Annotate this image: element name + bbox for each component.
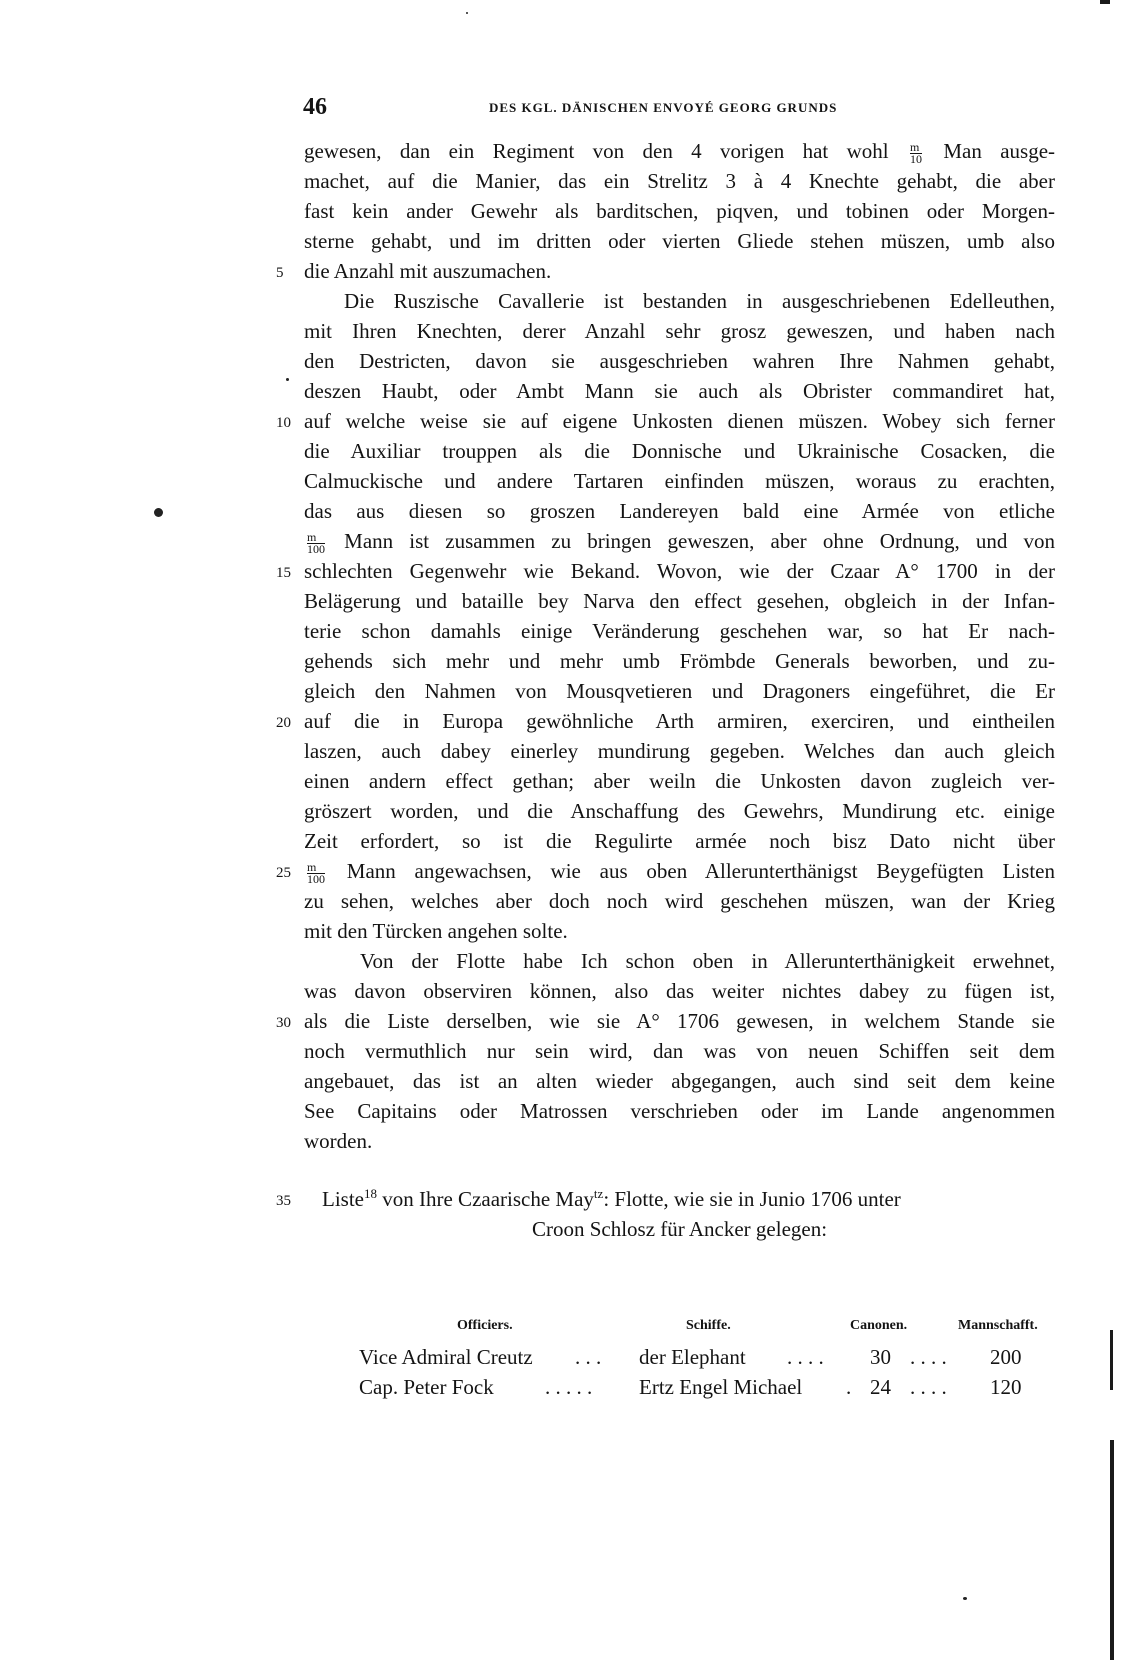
running-header bbox=[303, 94, 1055, 120]
text-line: gleich den Nahmen von Mousqvetieren und Dragoners eingeführet, die Er bbox=[304, 679, 1055, 703]
leader-dots: . . . . bbox=[910, 1375, 947, 1399]
scan-speck bbox=[154, 508, 163, 517]
line-number: 10 bbox=[276, 415, 291, 431]
text-line: fast kein ander Gewehr als barditschen, piqven, und tobinen oder Morgen- bbox=[304, 199, 1055, 223]
leader-dots: . . . . bbox=[910, 1345, 947, 1369]
ship-cell: der Elephant bbox=[639, 1345, 746, 1369]
scan-edge-mark bbox=[1110, 1440, 1114, 1660]
text-line: gröszert worden, und die Anschaffung des Gewehrs, Mundirung etc. einige bbox=[304, 799, 1055, 823]
text-line: worden. bbox=[304, 1129, 373, 1153]
ship-cell: Ertz Engel Michael bbox=[639, 1375, 803, 1399]
crew-cell: 120 bbox=[990, 1375, 1022, 1399]
text-line: laszen, auch dabey einerley mundirung gegeben. Welches dan auch gleich bbox=[304, 739, 1055, 763]
line-number: 20 bbox=[276, 715, 291, 731]
leader-dots: . . . bbox=[575, 1345, 602, 1369]
leader-dots: . bbox=[846, 1375, 852, 1399]
text-line: noch vermuthlich nur sein wird, dan was von neuen Schiffen seit dem bbox=[304, 1039, 1055, 1063]
leader-dots: . . . . bbox=[787, 1345, 824, 1369]
list-caption-line-2: Croon Schlosz für Ancker gelegen: bbox=[531, 1217, 828, 1241]
text-line: deszen Haubt, oder Ambt Mann sie auch als Obrister commandiret hat, bbox=[304, 379, 1055, 403]
line-number: 15 bbox=[276, 565, 291, 581]
text-line: gehends sich mehr und mehr umb Frömbde Generals beworben, und zu- bbox=[304, 649, 1055, 673]
scan-speck bbox=[466, 12, 468, 14]
text-line: das aus diesen so groszen Landereyen bald eine Armée von etliche bbox=[304, 499, 1055, 523]
text-line: $\frac{m}{100}$ Mann ist zusammen zu bringen geweszen, aber ohne Ordnung, und von bbox=[307, 529, 1056, 556]
leader-dots: . . . . . bbox=[545, 1375, 593, 1399]
crew-cell: 200 bbox=[990, 1345, 1022, 1369]
fraction-hundredth: $\frac{m}{100}$ bbox=[307, 529, 325, 556]
line-number: 25 bbox=[276, 865, 291, 881]
scan-speck bbox=[963, 1597, 967, 1600]
text-line: Belägerung und bataille bey Narva den effect gesehen, obgleich in der Infan- bbox=[304, 589, 1055, 613]
text-line: den Destricten, davon sie ausgeschrieben wahren Ihre Nahmen gehabt, bbox=[304, 349, 1055, 373]
text-line: Die Ruszische Cavallerie ist bestanden in ausgeschriebenen Edelleuthen, bbox=[344, 289, 1055, 313]
fraction-tenth: $\frac{m}{10}$ bbox=[909, 139, 922, 166]
table-row bbox=[359, 1342, 1031, 1372]
text-line: See Capitains oder Matrossen verschrieben oder im Lande angenommen bbox=[304, 1099, 1055, 1123]
text-line: zu sehen, welches aber doch noch wird geschehen müszen, wan der Krieg bbox=[304, 889, 1055, 913]
officer-cell: Cap. Peter Fock bbox=[359, 1375, 494, 1399]
text-line: die Anzahl mit auszumachen. bbox=[304, 259, 552, 283]
line-number: 30 bbox=[276, 1015, 291, 1031]
text-line: Zeit erfordert, so ist die Regulirte armée noch bisz Dato nicht über bbox=[304, 829, 1055, 853]
guns-cell: 24 bbox=[870, 1375, 891, 1399]
column-header-ships: Schiffe. bbox=[686, 1318, 731, 1333]
line-number: 35 bbox=[276, 1193, 291, 1209]
guns-cell: 30 bbox=[870, 1345, 891, 1369]
column-header-crew: Mannschafft. bbox=[958, 1318, 1038, 1333]
table-row bbox=[359, 1372, 1031, 1402]
text-line: einen andern effect gethan; aber weiln die Unkosten davon zugleich ver- bbox=[304, 769, 1055, 793]
text-line: gewesen, dan ein Regiment von den 4 vorigen hat wohl $\frac{m}{10}$ Man ausge- bbox=[304, 139, 1056, 166]
column-header-guns: Canonen. bbox=[850, 1318, 908, 1333]
running-title: DES KGL. DÄNISCHEN ENVOYÉ GEORG GRUNDS bbox=[489, 100, 838, 115]
text-line: Von der Flotte habe Ich schon oben in Allerunterthänigkeit erwehnet, bbox=[360, 949, 1055, 973]
line-number: 5 bbox=[276, 265, 284, 281]
scan-speck bbox=[286, 378, 289, 381]
text-line: mit Ihren Knechten, derer Anzahl sehr grosz geweszen, und haben nach bbox=[304, 319, 1055, 343]
scan-edge-mark bbox=[1110, 1330, 1113, 1390]
page-number: 46 bbox=[303, 94, 327, 120]
text-line: mit den Türcken angehen solte. bbox=[304, 919, 568, 943]
text-line: terie schon damahls einige Veränderung geschehen war, so hat Er nach- bbox=[304, 619, 1055, 643]
column-header-officers: Officiers. bbox=[457, 1318, 513, 1333]
text-line: was davon observiren können, also das weiter nichtes dabey zu fügen ist, bbox=[304, 979, 1055, 1003]
footnote-mark: 18 bbox=[364, 1186, 377, 1201]
scan-edge-mark bbox=[1100, 0, 1110, 4]
text-line: sterne gehabt, und im dritten oder vierten Gliede stehen müszen, umb also bbox=[304, 229, 1055, 253]
text-line: Calmuckische und andere Tartaren einfinden müszen, woraus zu erachten, bbox=[304, 469, 1055, 493]
officer-cell: Vice Admiral Creutz bbox=[359, 1345, 533, 1369]
fraction-hundredth: $\frac{m}{100}$ bbox=[307, 859, 325, 886]
list-caption: Liste$^{18}$ von Ihre Czaarische May$^{tz}$: Flotte, wie sie in Junio 1706 unter bbox=[322, 1186, 901, 1211]
text-line: als die Liste derselben, wie sie A° 1706 gewesen, in welchem Stande sie bbox=[304, 1009, 1055, 1033]
text-line: angebauet, das ist an alten wieder abgegangen, auch sind seit dem keine bbox=[304, 1069, 1055, 1093]
text-line: die Auxiliar trouppen als die Donnische und Ukrainische Cosacken, die bbox=[304, 439, 1055, 463]
text-line: $\frac{m}{100}$ Mann angewachsen, wie aus oben Allerunterthänigst Beygefügten Listen bbox=[307, 859, 1055, 886]
text-line: auf die in Europa gewöhnliche Arth armiren, exerciren, und eintheilen bbox=[304, 709, 1055, 733]
text-line: schlechten Gegenwehr wie Bekand. Wovon, wie der Czaar A° 1700 in der bbox=[304, 559, 1055, 583]
text-line: machet, auf die Manier, das ein Strelitz 3 à 4 Knechte gehabt, die aber bbox=[304, 169, 1055, 193]
text-line: auf welche weise sie auf eigene Unkosten dienen müszen. Wobey sich ferner bbox=[304, 409, 1055, 433]
